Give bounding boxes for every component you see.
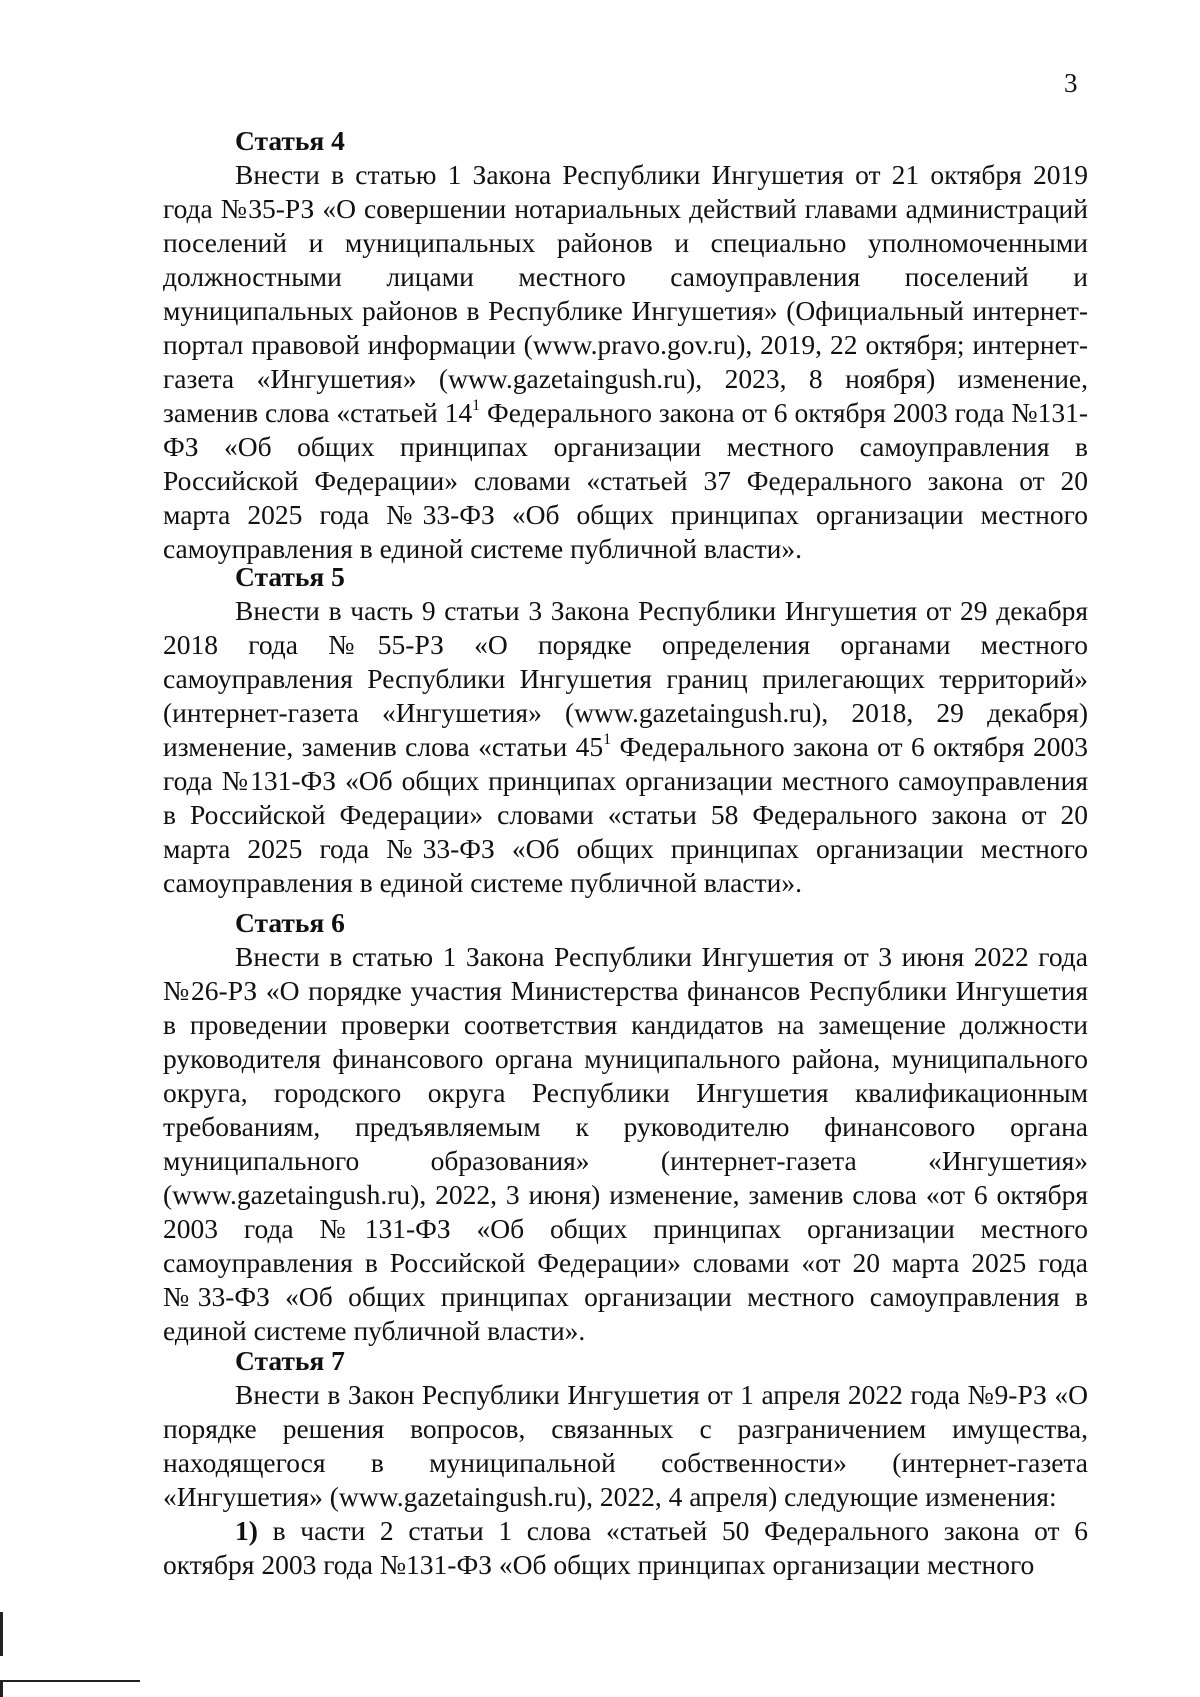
article-paragraph — [163, 594, 1088, 900]
article-text: Федерального закона от 6 октября 2003 года №131-ФЗ «Об общих принципах организации местного самоуправления в Российской Федерации» словами «статьей 37 Федерального закона от 20 марта 2025 года №33-ФЗ «Об общих принципах организации местного самоуправления в единой системе публичной власти». — [163, 397, 1088, 564]
superscript: 1 — [603, 730, 612, 748]
page-number: 3 — [1064, 68, 1078, 98]
article-heading: Статья 6 — [235, 907, 345, 938]
superscript: 1 — [472, 396, 481, 414]
article-4 — [163, 124, 1088, 566]
article-heading: Статья 5 — [235, 561, 345, 592]
article-text: Федерального закона от 6 октября 2003 года №131-ФЗ «Об общих принципах организации местного самоуправления в Российской Федерации» словами «статьи 58 Федерального закона от 20 марта 2025 года №33-ФЗ «Об общих принципах организации местного самоуправления в единой системе публичной власти». — [163, 731, 1088, 898]
scan-edge-mark — [0, 1680, 3, 1697]
article-paragraph: Внести в Закон Республики Ингушетия от 1 апреля 2022 года №9-РЗ «О порядке решения вопросов, связанных с разграничением имущества, находящегося в муниципальной собственности» (интернет-газета «Ингушетия» (www.gazetaingush.ru), 2022, 4 апреля) следующие изменения: — [163, 1379, 1088, 1512]
article-heading: Статья 7 — [235, 1345, 345, 1376]
article-paragraph — [163, 158, 1088, 566]
list-item-number: 1) — [235, 1515, 258, 1546]
list-item — [163, 1514, 1088, 1582]
article-text: Внести в часть 9 статьи 3 Закона Республики Ингушетия от 29 декабря 2018 года №55-РЗ «О порядке определения органами местного самоуправления Республики Ингушетия границ прилегающих территорий» (интернет-газета «Ингушетия» (www.gazetaingush.ru), 2018, 29 декабря) изменение, заменив слова «статьи 45 — [163, 595, 1088, 762]
article-paragraph: Внести в статью 1 Закона Республики Ингушетия от 3 июня 2022 года №26-РЗ «О порядке участия Министерства финансов Республики Ингушетия в проведении проверки соответствия кандидатов на замещение должности руководителя финансового органа муниципального района, муниципального округа, городского округа Республики Ингушетия квалификационным требованиям, предъявляемым к руководителю финансового органа муниципального образования» (интернет-газета «Ингушетия» (www.gazetaingush.ru), 2022, 3 июня) изменение, заменив слова «от 6 октября 2003 года №131-ФЗ «Об общих принципах организации местного самоуправления в Российской Федерации» словами «от 20 марта 2025 года №33-ФЗ «Об общих принципах организации местного самоуправления в единой системе публичной власти». — [163, 941, 1088, 1346]
list-item-text: в части 2 статьи 1 слова «статьей 50 Федерального закона от 6 октября 2003 года №131-ФЗ «Об общих принципах организации местного — [163, 1515, 1088, 1580]
scan-edge-mark — [0, 1680, 140, 1682]
article-heading: Статья 4 — [235, 125, 345, 156]
article-5 — [163, 560, 1088, 900]
article-text: Внести в статью 1 Закона Республики Ингушетия от 21 октября 2019 года №35-РЗ «О совершении нотариальных действий главами администраций поселений и муниципальных районов и специально уполномоченными должностными лицами местного самоуправления поселений и муниципальных районов в Республике Ингушетия» (Официальный интернет-портал правовой информации (www.pravo.gov.ru), 2019, 22 октября; интернет-газета «Ингушетия» (www.gazetaingush.ru), 2023, 8 ноября) изменение, заменив слова «статьей 14 — [163, 159, 1088, 428]
article-6 — [163, 906, 1088, 1348]
article-7 — [163, 1344, 1088, 1582]
scan-edge-mark — [0, 1612, 3, 1656]
